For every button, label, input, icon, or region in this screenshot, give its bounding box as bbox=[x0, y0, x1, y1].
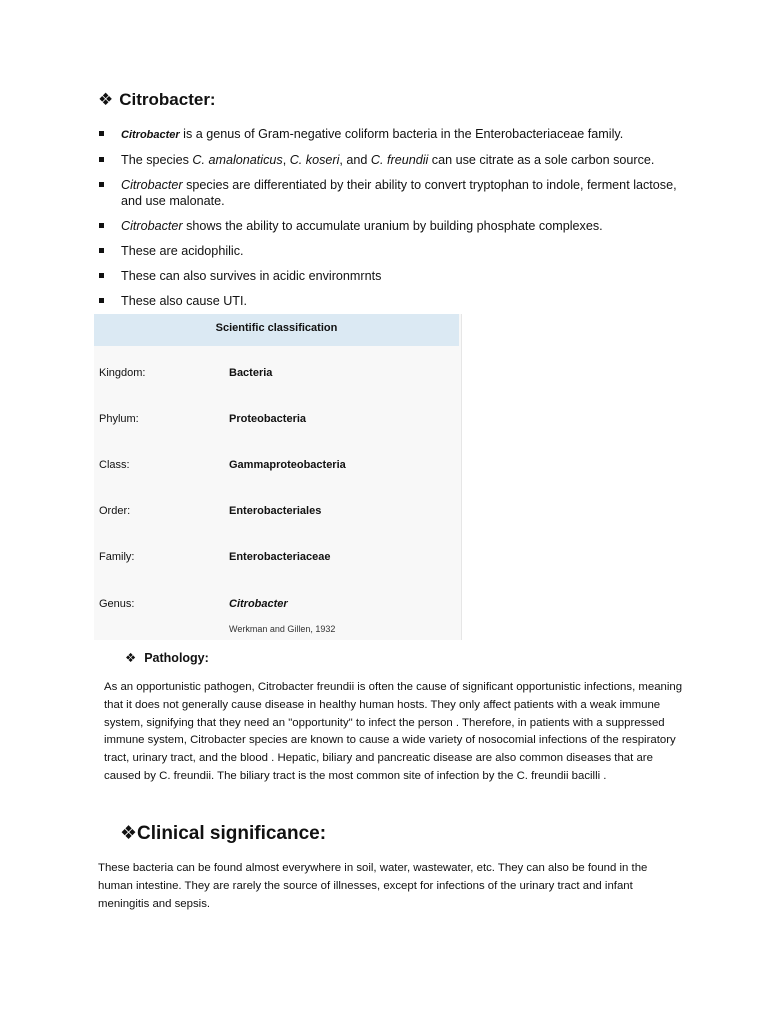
heading-text: Citrobacter: bbox=[119, 90, 216, 109]
rank-label: Order: bbox=[99, 505, 131, 517]
classification-table bbox=[94, 314, 462, 640]
bullet-text: , bbox=[282, 153, 290, 167]
bullet-list bbox=[98, 126, 698, 318]
bullet-text: can use citrate as a sole carbon source. bbox=[428, 153, 655, 167]
rank-value: Enterobacteriales bbox=[229, 505, 322, 517]
bullet-text: The species bbox=[121, 153, 193, 167]
section-heading-citrobacter bbox=[98, 90, 216, 110]
bullet-text: C. amalonaticus bbox=[192, 153, 283, 167]
bullet-text: These are acidophilic. bbox=[121, 244, 244, 258]
rank-label: Phylum: bbox=[99, 413, 139, 425]
bullet-item bbox=[98, 152, 698, 168]
bullet-text: Citrobacter bbox=[121, 219, 183, 233]
rank-label: Family: bbox=[99, 551, 135, 563]
bullet-text: species are differentiated by their ability to convert tryptophan to indole, ferment lactose, and use malonate. bbox=[121, 178, 677, 208]
bullet-item bbox=[98, 243, 698, 259]
diamond-bullet-icon: ❖ bbox=[120, 823, 138, 844]
bullet-text: C. freundii bbox=[370, 153, 429, 167]
diamond-bullet-icon: ❖ bbox=[125, 651, 137, 665]
bullet-item bbox=[98, 218, 698, 234]
bullet-text: is a genus of Gram-negative coliform bacteria in the Enterobacteriaceae family. bbox=[179, 127, 624, 141]
rank-value: Proteobacteria bbox=[229, 413, 307, 425]
rank-value: Citrobacter bbox=[229, 598, 288, 610]
table-title: Scientific classification bbox=[94, 314, 459, 346]
diamond-bullet-icon: ❖ bbox=[98, 90, 114, 109]
heading-text: Pathology: bbox=[144, 651, 209, 665]
bullet-item bbox=[98, 177, 698, 209]
bullet-item bbox=[98, 268, 698, 284]
genus-authority: Werkman and Gillen, 1932 bbox=[229, 624, 336, 634]
section-heading-pathology bbox=[125, 650, 209, 665]
bullet-text: Citrobacter bbox=[121, 129, 180, 141]
pathology-paragraph: As an opportunistic pathogen, Citrobacter freundii is often the cause of significant opportunistic infections, meaning that it does not generally cause disease in healthy human hosts. They only affect patients with a weak immune system, signifying that they need an "opportunity" to infect the person . Therefore, in patients with a suppressed immune system, Citrobacter species are known to cause a wide variety of nosocomial infections of the respiratory tract, urinary tract, and the blood . Hepatic, biliary and pancreatic disease are also common diseases that are caused by C. freundii. The biliary tract is the most common site of infection by the C. freundii bacilli . bbox=[104, 681, 683, 782]
rank-label: Kingdom: bbox=[99, 367, 146, 379]
section-heading-clinical bbox=[120, 822, 326, 845]
rank-label: Class: bbox=[99, 459, 130, 471]
bullet-item bbox=[98, 126, 698, 143]
heading-text: Clinical significance: bbox=[137, 823, 327, 844]
rank-value: Bacteria bbox=[229, 367, 273, 379]
bullet-text: C. koseri bbox=[289, 153, 340, 167]
bullet-text: shows the ability to accumulate uranium by building phosphate complexes. bbox=[182, 219, 603, 233]
bullet-text: These also cause UTI. bbox=[121, 294, 247, 308]
bullet-text: Citrobacter bbox=[121, 178, 183, 192]
rank-value: Enterobacteriaceae bbox=[229, 551, 331, 563]
bullet-item bbox=[98, 293, 698, 309]
bullet-text: These can also survives in acidic environmrnts bbox=[121, 269, 382, 283]
bullet-text: , and bbox=[339, 153, 371, 167]
rank-value: Gammaproteobacteria bbox=[229, 459, 346, 471]
clinical-paragraph: These bacteria can be found almost everywhere in soil, water, wastewater, etc. They can also be found in the human intestine. They are rarely the source of illnesses, except for infections of the urinary tract and infant meningitis and sepsis. bbox=[98, 862, 648, 910]
rank-label: Genus: bbox=[99, 598, 135, 610]
